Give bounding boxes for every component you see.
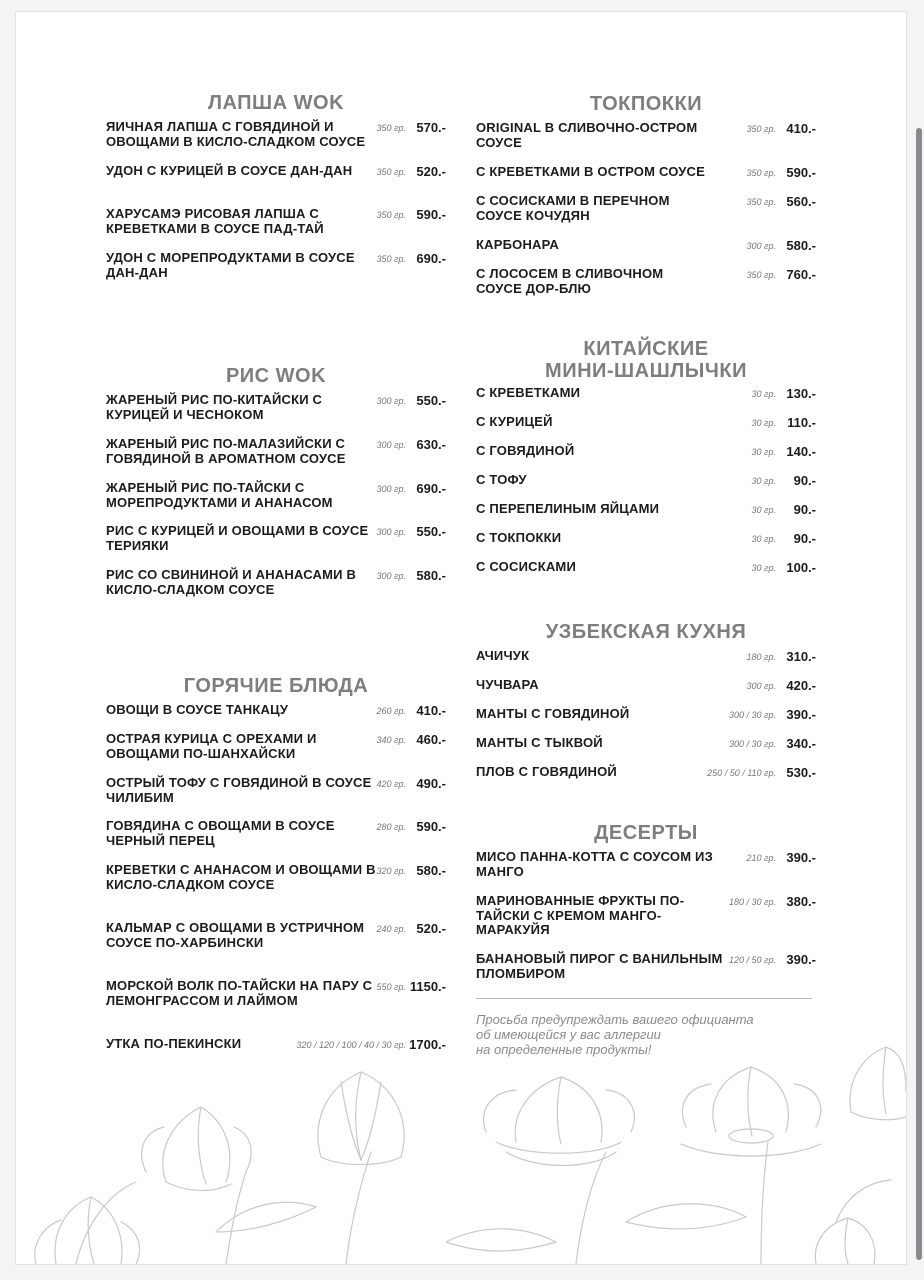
item-price: 580.- — [786, 238, 816, 253]
item-price: 580.- — [416, 568, 446, 583]
item-weight: 300 гр. — [376, 527, 406, 537]
divider — [476, 998, 812, 999]
section-title: УЗБЕКСКАЯ КУХНЯ — [545, 621, 747, 643]
item-price: 390.- — [786, 952, 816, 967]
item-price: 1700.- — [409, 1037, 446, 1052]
item-weight: 320 / 120 / 100 / 40 / 30 гр. — [296, 1040, 406, 1050]
item-weight: 280 гр. — [376, 822, 406, 832]
menu-item — [476, 765, 816, 785]
item-price: 140.- — [786, 444, 816, 459]
menu-item — [476, 952, 816, 982]
section-noodles — [106, 92, 446, 281]
item-name: ЯИЧНАЯ ЛАПША С ГОВЯДИНОЙ И ОВОЩАМИ В КИСЛО-СЛАДКОМ СОУСЕ — [106, 119, 366, 149]
menu-item — [106, 921, 446, 979]
item-price: 90.- — [793, 531, 816, 546]
menu-item — [106, 164, 446, 207]
item-price: 760.- — [786, 267, 816, 282]
menu-item — [106, 979, 446, 1037]
item-weight: 30 гр. — [751, 534, 776, 544]
item-price: 130.- — [786, 386, 816, 401]
item-price: 690.- — [416, 251, 446, 266]
section-title: ГОРЯЧИЕ БЛЮДА — [183, 675, 369, 697]
item-name: КАЛЬМАР С ОВОЩАМИ В УСТРИЧНОМ СОУСЕ ПО-ХАРБИНСКИ — [106, 920, 365, 950]
item-name: ГОВЯДИНА С ОВОЩАМИ В СОУСЕ ЧЕРНЫЙ ПЕРЕЦ — [106, 818, 335, 848]
menu-item — [476, 386, 816, 415]
item-price: 1150.- — [409, 979, 446, 994]
menu-item — [476, 560, 816, 580]
item-weight: 300 / 30 гр. — [729, 710, 776, 720]
item-weight: 120 / 50 гр. — [729, 955, 776, 965]
item-price: 550.- — [416, 393, 446, 408]
item-weight: 240 гр. — [376, 924, 406, 934]
menu-item — [476, 850, 816, 894]
menu-item — [106, 524, 446, 568]
section-rice — [106, 365, 446, 598]
item-price: 590.- — [416, 207, 446, 222]
item-price: 310.- — [786, 649, 816, 664]
item-name: УТКА ПО-ПЕКИНСКИ — [106, 1036, 242, 1051]
item-weight: 30 гр. — [751, 447, 776, 457]
item-weight: 350 гр. — [376, 210, 406, 220]
menu-item — [106, 703, 446, 732]
item-price: 410.- — [786, 121, 816, 136]
menu-item — [106, 732, 446, 776]
item-name: ORIGINAL В СЛИВОЧНО-ОСТРОМ СОУСЕ — [476, 120, 698, 150]
menu-item — [476, 473, 816, 502]
menu-item — [476, 736, 816, 765]
item-name: ОВОЩИ В СОУСЕ ТАНКАЦУ — [106, 702, 289, 717]
item-weight: 250 / 50 / 110 гр. — [707, 768, 776, 778]
item-weight: 260 гр. — [376, 706, 406, 716]
menu-item — [476, 649, 816, 678]
item-name: РИС С КУРИЦЕЙ И ОВОЩАМИ В СОУСЕ ТЕРИЯКИ — [106, 523, 369, 553]
item-price: 520.- — [416, 164, 446, 179]
menu-item — [476, 267, 816, 297]
item-weight: 210 гр. — [746, 853, 776, 863]
item-weight: 350 гр. — [746, 197, 776, 207]
item-weight: 30 гр. — [751, 505, 776, 515]
item-weight: 350 гр. — [376, 254, 406, 264]
item-weight: 300 гр. — [376, 571, 406, 581]
menu-item — [106, 863, 446, 921]
item-name: БАНАНОВЫЙ ПИРОГ С ВАНИЛЬНЫМ ПЛОМБИРОМ — [476, 951, 723, 981]
item-price: 630.- — [416, 437, 446, 452]
item-weight: 340 гр. — [376, 735, 406, 745]
menu-item — [476, 415, 816, 444]
item-name: ЧУЧВАРА — [476, 677, 539, 692]
item-weight: 350 гр. — [746, 124, 776, 134]
item-name: МАНТЫ С ТЫКВОЙ — [476, 735, 603, 750]
item-price: 490.- — [416, 776, 446, 791]
item-name: С ГОВЯДИНОЙ — [476, 443, 575, 458]
menu-item — [106, 207, 446, 251]
item-price: 590.- — [786, 165, 816, 180]
item-weight: 30 гр. — [751, 476, 776, 486]
item-name: С ЛОСОСЕМ В СЛИВОЧНОМ СОУСЕ ДОР-БЛЮ — [476, 266, 664, 296]
menu-item — [476, 531, 816, 560]
menu-item — [476, 707, 816, 736]
section-title: ДЕСЕРТЫ — [594, 822, 698, 844]
item-weight: 300 гр. — [746, 681, 776, 691]
lotus-flowers-illustration-icon — [16, 1032, 906, 1264]
item-price: 90.- — [793, 473, 816, 488]
item-price: 560.- — [786, 194, 816, 209]
item-name: С ТОФУ — [476, 472, 527, 487]
item-name: ЖАРЕНЫЙ РИС ПО-ТАЙСКИ С МОРЕПРОДУКТАМИ И АНАНАСОМ — [106, 480, 333, 510]
item-weight: 30 гр. — [751, 418, 776, 428]
item-name: УДОН С МОРЕПРОДУКТАМИ В СОУСЕ ДАН-ДАН — [106, 250, 355, 280]
item-price: 580.- — [416, 863, 446, 878]
menu-item — [106, 393, 446, 437]
section-skewers — [476, 338, 816, 580]
item-name: С СОСИСКАМИ В ПЕРЕЧНОМ СОУСЕ КОЧУДЯН — [476, 193, 670, 223]
item-weight: 550 гр. — [376, 982, 406, 992]
item-name: ХАРУСАМЭ РИСОВАЯ ЛАПША С КРЕВЕТКАМИ В СОУСЕ ПАД-ТАЙ — [106, 206, 324, 236]
item-weight: 300 / 30 гр. — [729, 739, 776, 749]
menu-item — [106, 776, 446, 819]
item-name: МИСО ПАННА-КОТТА С СОУСОМ ИЗ МАНГО — [476, 849, 713, 879]
item-price: 110.- — [787, 415, 816, 430]
item-price: 390.- — [786, 707, 816, 722]
item-price: 410.- — [416, 703, 446, 718]
section-hot-dishes — [106, 675, 446, 1057]
item-name: УДОН С КУРИЦЕЙ В СОУСЕ ДАН-ДАН — [106, 163, 353, 178]
item-price: 100.- — [786, 560, 816, 575]
item-price: 570.- — [416, 120, 446, 135]
item-price: 390.- — [786, 850, 816, 865]
menu-item — [476, 121, 816, 165]
menu-item — [106, 251, 446, 281]
item-weight: 350 гр. — [376, 167, 406, 177]
item-weight: 300 гр. — [376, 440, 406, 450]
item-name: ОСТРЫЙ ТОФУ С ГОВЯДИНОЙ В СОУСЕ ЧИЛИБИМ — [106, 775, 372, 805]
item-price: 550.- — [416, 524, 446, 539]
item-name: С КРЕВЕТКАМИ — [476, 385, 581, 400]
item-name: С ТОКПОККИ — [476, 530, 562, 545]
item-price: 590.- — [416, 819, 446, 834]
item-name: МАРИНОВАННЫЕ ФРУКТЫ ПО-ТАЙСКИ С КРЕМОМ МАНГО-МАРАКУЙЯ — [476, 893, 685, 938]
item-name: ЖАРЕНЫЙ РИС ПО-МАЛАЗИЙСКИ С ГОВЯДИНОЙ В АРОМАТНОМ СОУСЕ — [106, 436, 346, 466]
item-name: ОСТРАЯ КУРИЦА С ОРЕХАМИ И ОВОЩАМИ ПО-ШАНХАЙСКИ — [106, 731, 317, 761]
item-weight: 180 / 30 гр. — [729, 897, 776, 907]
scrollbar[interactable] — [916, 128, 922, 1260]
allergy-note-line-3: на определенные продукты! — [476, 1042, 652, 1057]
menu-item — [106, 568, 446, 598]
item-weight: 350 гр. — [746, 270, 776, 280]
item-weight: 180 гр. — [746, 652, 776, 662]
item-name: РИС СО СВИНИНОЙ И АНАНАСАМИ В КИСЛО-СЛАДКОМ СОУСЕ — [106, 567, 357, 597]
menu-item — [476, 444, 816, 473]
item-price: 520.- — [416, 921, 446, 936]
menu-item — [476, 502, 816, 531]
item-name: ЖАРЕНЫЙ РИС ПО-КИТАЙСКИ С КУРИЦЕЙ И ЧЕСНОКОМ — [106, 392, 323, 422]
item-price: 530.- — [786, 765, 816, 780]
section-title: ЛАПША WOK — [207, 92, 345, 114]
item-name: С КУРИЦЕЙ — [476, 414, 553, 429]
allergy-note-line-2: об имеющейся у вас аллергии — [476, 1027, 661, 1042]
item-name: МАНТЫ С ГОВЯДИНОЙ — [476, 706, 630, 721]
item-name: С СОСИСКАМИ — [476, 559, 576, 574]
item-name: КАРБОНАРА — [476, 237, 559, 252]
item-weight: 320 гр. — [376, 866, 406, 876]
menu-page — [16, 12, 906, 1264]
item-weight: 300 гр. — [376, 396, 406, 406]
item-price: 420.- — [786, 678, 816, 693]
item-price: 690.- — [416, 481, 446, 496]
menu-item — [476, 165, 816, 194]
item-price: 340.- — [786, 736, 816, 751]
item-weight: 420 гр. — [376, 779, 406, 789]
menu-item — [476, 194, 816, 238]
section-title-line-1: КИТАЙСКИЕ — [583, 338, 709, 360]
section-title: ТОКПОККИ — [589, 93, 703, 115]
menu-item — [106, 481, 446, 524]
item-name: КРЕВЕТКИ С АНАНАСОМ И ОВОЩАМИ В КИСЛО-СЛАДКОМ СОУСЕ — [106, 862, 376, 892]
item-name: АЧИЧУК — [476, 648, 530, 663]
section-uzbek — [476, 621, 816, 785]
item-name: ПЛОВ С ГОВЯДИНОЙ — [476, 764, 617, 779]
item-weight: 350 гр. — [376, 123, 406, 133]
section-desserts — [476, 822, 816, 982]
item-name: МОРСКОЙ ВОЛК ПО-ТАЙСКИ НА ПАРУ С ЛЕМОНГРАССОМ И ЛАЙМОМ — [106, 978, 373, 1008]
item-price: 90.- — [793, 502, 816, 517]
menu-item — [106, 819, 446, 863]
item-weight: 30 гр. — [751, 389, 776, 399]
item-price: 460.- — [416, 732, 446, 747]
section-title — [476, 338, 816, 382]
section-tokpokki — [476, 93, 816, 297]
item-name: С КРЕВЕТКАМИ В ОСТРОМ СОУСЕ — [476, 164, 705, 179]
menu-item — [476, 894, 816, 952]
menu-item — [106, 437, 446, 481]
menu-item — [106, 120, 446, 164]
section-title-line-2: МИНИ-ШАШЛЫЧКИ — [545, 360, 747, 382]
item-weight: 300 гр. — [376, 484, 406, 494]
menu-item — [476, 678, 816, 707]
item-price: 380.- — [786, 894, 816, 909]
item-weight: 300 гр. — [746, 241, 776, 251]
item-weight: 30 гр. — [751, 563, 776, 573]
item-name: С ПЕРЕПЕЛИНЫМ ЯЙЦАМИ — [476, 501, 660, 516]
menu-item — [476, 238, 816, 267]
item-weight: 350 гр. — [746, 168, 776, 178]
section-title: РИС WOK — [225, 365, 327, 387]
allergy-note-line-1: Просьба предупреждать вашего официанта — [476, 1012, 754, 1027]
